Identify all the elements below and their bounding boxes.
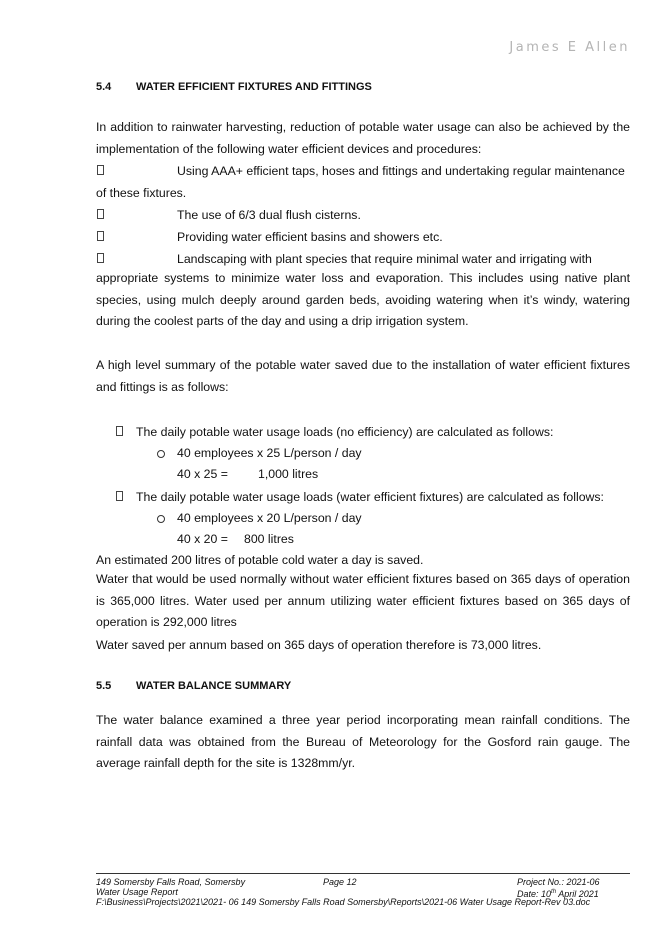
circle-bullet-icon bbox=[157, 450, 165, 458]
calc-2-heading: The daily potable water usage loads (water efficient fixtures) are calculated as follows: bbox=[136, 490, 604, 504]
footer-report-name: Water Usage Report bbox=[96, 887, 178, 897]
calc-1-expr: 40 x 25 = bbox=[177, 467, 228, 481]
calc-1-sub: 40 employees x 25 L/person / day bbox=[177, 446, 362, 460]
section-title: WATER EFFICIENT FIXTURES AND FITTINGS bbox=[136, 81, 372, 93]
company-logo-text: James E Allen bbox=[509, 40, 630, 55]
footer-date-sup: th bbox=[551, 889, 557, 895]
section-number: 5.5 bbox=[96, 680, 112, 692]
bullet-box-icon bbox=[97, 231, 104, 241]
water-balance-paragraph: The water balance examined a three year period incorporating mean rainfall conditions. The rainfall data was obtained from the Bureau of Meteorology for the Gosford rain gauge. The average rainfall depth for the site is 1328mm/yr. bbox=[96, 713, 630, 770]
footer-file-path: F:\Business\Projects\2021\2021- 06 149 Somersby Falls Road Somersby\Reports\2021-06 Water Usage Report-Rev 03.doc bbox=[96, 897, 591, 907]
footer-divider bbox=[96, 873, 630, 874]
bullet-4-rest: appropriate systems to minimize water loss and evaporation. This includes using native plant species, using mulch deeply around garden beds, avoiding watering when it’s windy, watering during the coolest parts of the day and using a drip irrigation system. bbox=[96, 271, 630, 328]
section-number: 5.4 bbox=[96, 81, 112, 93]
annual-saved-text: Water saved per annum based on 365 days of operation therefore is 73,000 litres. bbox=[96, 638, 542, 652]
bullet-box-icon bbox=[116, 491, 123, 501]
circle-bullet-icon bbox=[157, 515, 165, 523]
section-heading-5-5 bbox=[96, 680, 291, 692]
footer-address: 149 Somersby Falls Road, Somersby bbox=[96, 877, 246, 887]
footer-date-suffix: April 2021 bbox=[556, 889, 599, 899]
saved-daily-text: An estimated 200 litres of potable cold water a day is saved. bbox=[96, 553, 424, 567]
footer-date-prefix: Date: 10 bbox=[517, 889, 552, 899]
intro-paragraph: In addition to rainwater harvesting, reduction of potable water usage can also be achieved by the implementation of the following water efficient devices and procedures: bbox=[96, 120, 630, 156]
calc-2-sub: 40 employees x 20 L/person / day bbox=[177, 511, 362, 525]
bullet-box-icon bbox=[97, 165, 104, 175]
bullet-4-first: Landscaping with plant species that require minimal water and irrigating with bbox=[177, 252, 592, 266]
calc-2-expr: 40 x 20 = bbox=[177, 532, 228, 546]
bullet-1-first: Using AAA+ efficient taps, hoses and fittings and undertaking regular maintenance bbox=[177, 164, 625, 178]
calc-2-result: 800 litres bbox=[244, 532, 294, 546]
bullet-box-icon bbox=[97, 253, 104, 263]
calc-1-heading: The daily potable water usage loads (no efficiency) are calculated as follows: bbox=[136, 425, 554, 439]
footer-page-number: Page 12 bbox=[323, 877, 357, 887]
summary-intro-paragraph: A high level summary of the potable water saved due to the installation of water efficient fixtures and fittings is as follows: bbox=[96, 358, 630, 394]
annual-usage-paragraph: Water that would be used normally without water efficient fixtures based on 365 days of operation is 365,000 litres. Water used per annum utilizing water efficient fixtures based on 365 days of operation is 292,000 litres bbox=[96, 572, 630, 629]
bullet-2: The use of 6/3 dual flush cisterns. bbox=[177, 208, 361, 222]
bullet-1-rest: of these fixtures. bbox=[96, 186, 187, 200]
bullet-3: Providing water efficient basins and showers etc. bbox=[177, 230, 443, 244]
calc-1-result: 1,000 litres bbox=[258, 467, 319, 481]
footer-project-number: Project No.: 2021-06 bbox=[517, 877, 600, 887]
bullet-box-icon bbox=[97, 209, 104, 219]
bullet-box-icon bbox=[116, 426, 123, 436]
section-heading-5-4 bbox=[96, 81, 372, 93]
section-title: WATER BALANCE SUMMARY bbox=[136, 680, 292, 692]
